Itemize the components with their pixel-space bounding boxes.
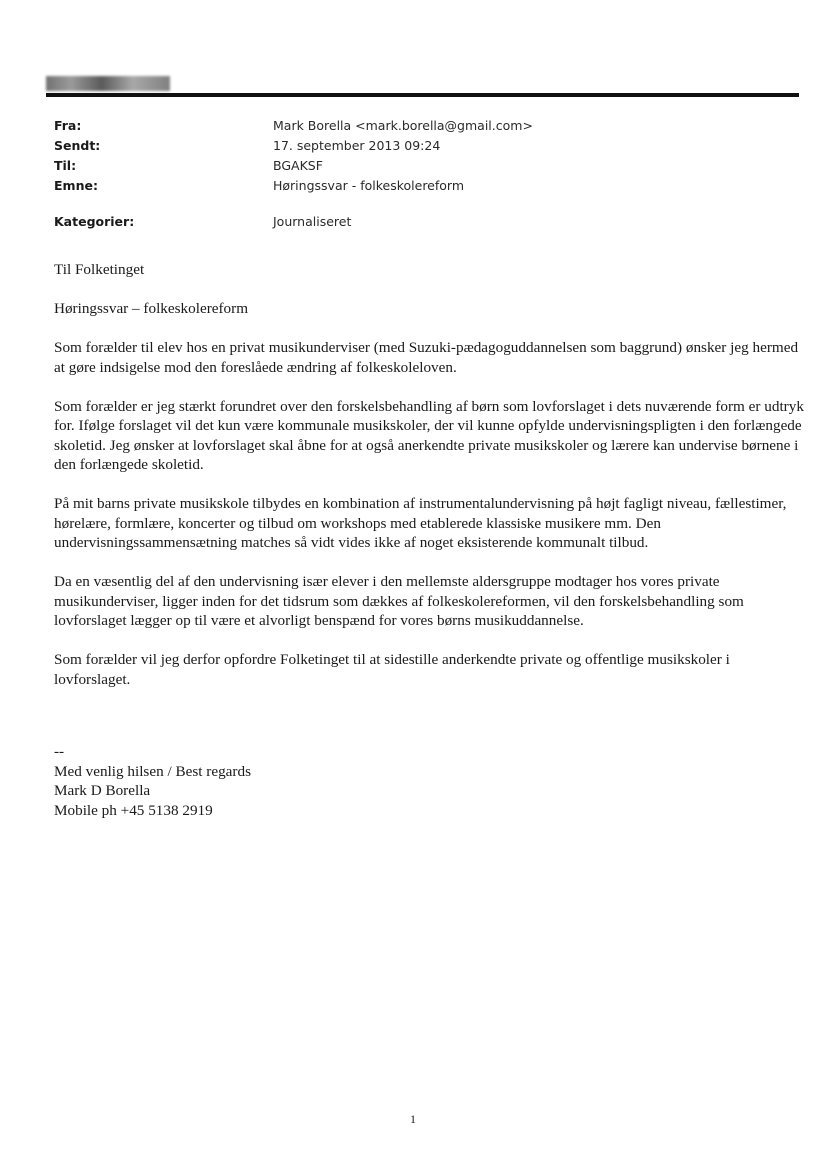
header-row-sent [54,136,754,156]
from-value: Mark Borella <mark.borella@gmail.com> [273,118,533,133]
sent-value: 17. september 2013 09:24 [273,138,441,153]
sent-label: Sendt: [54,138,101,153]
signature-separator: -- [54,743,65,760]
header-row-categories [54,212,754,232]
page-number: 1 [410,1112,416,1126]
letter-subject: Høringssvar – folkeskolereform [54,300,249,317]
letter-body [54,260,804,709]
paragraph: Som forælder er jeg stærkt forundret over den forskelsbehandling af børn som lovforslaget i dets nuværende form er udtryk for. Ifølge forslaget vil det kun være kommunale musikskoler, der vil kunne opfylde undervisningspligten i den forlængede skoletid. Jeg ønsker at lovforslaget skal åbne for at også anerkendte private musikskoler og lærere kan undervise børnene i den forlængede skoletid. [54,397,804,473]
paragraph: Som forælder vil jeg derfor opfordre Folketinget til at sidestille anderkendte private og offentlige musikskoler i lovforslaget. [54,651,730,688]
header-divider [46,93,799,97]
signature-closing: Med venlig hilsen / Best regards [54,762,251,780]
categories-label: Kategorier: [54,214,135,229]
redacted-sender-name [46,76,170,91]
signature-block [54,742,251,820]
email-header [54,116,754,232]
header-row-to [54,156,754,176]
paragraph: Som forælder til elev hos en privat musikunderviser (med Suzuki-pædagoguddannelsen som baggrund) ønsker jeg hermed at gøre indsigelse mod den foreslåede ændring af folkeskoleloven. [54,339,799,376]
to-label: Til: [54,158,77,173]
salutation: Til Folketinget [54,261,145,278]
from-label: Fra: [54,118,82,133]
categories-value: Journaliseret [273,214,352,229]
to-value: BGAKSF [273,158,323,173]
header-row-from [54,116,754,136]
signature-name: Mark D Borella [54,782,151,799]
header-row-subject [54,176,754,196]
paragraph: Da en væsentlig del af den undervisning især elever i den mellemste aldersgruppe modtager hos vores private musikunderviser, ligger inden for det tidsrum som dækkes af folkeskolereformen, vil den forskelsbehandling som lovforslaget lægger op til være et alvorligt benspænd for vores børns musikuddannelse. [54,573,744,629]
subject-label: Emne: [54,178,98,193]
subject-value: Høringssvar - folkeskolereform [273,178,465,193]
signature-phone: Mobile ph +45 5138 2919 [54,801,213,819]
paragraph: På mit barns private musikskole tilbydes en kombination af instrumentalundervisning på højt fagligt niveau, fællestimer, hørelære, formlære, koncerter og tilbud om workshops med etablerede klassiske musikere mm. Den undervisningssammensætning matches så vidt vides ikke af noget eksisterende kommunalt tilbud. [54,495,787,551]
